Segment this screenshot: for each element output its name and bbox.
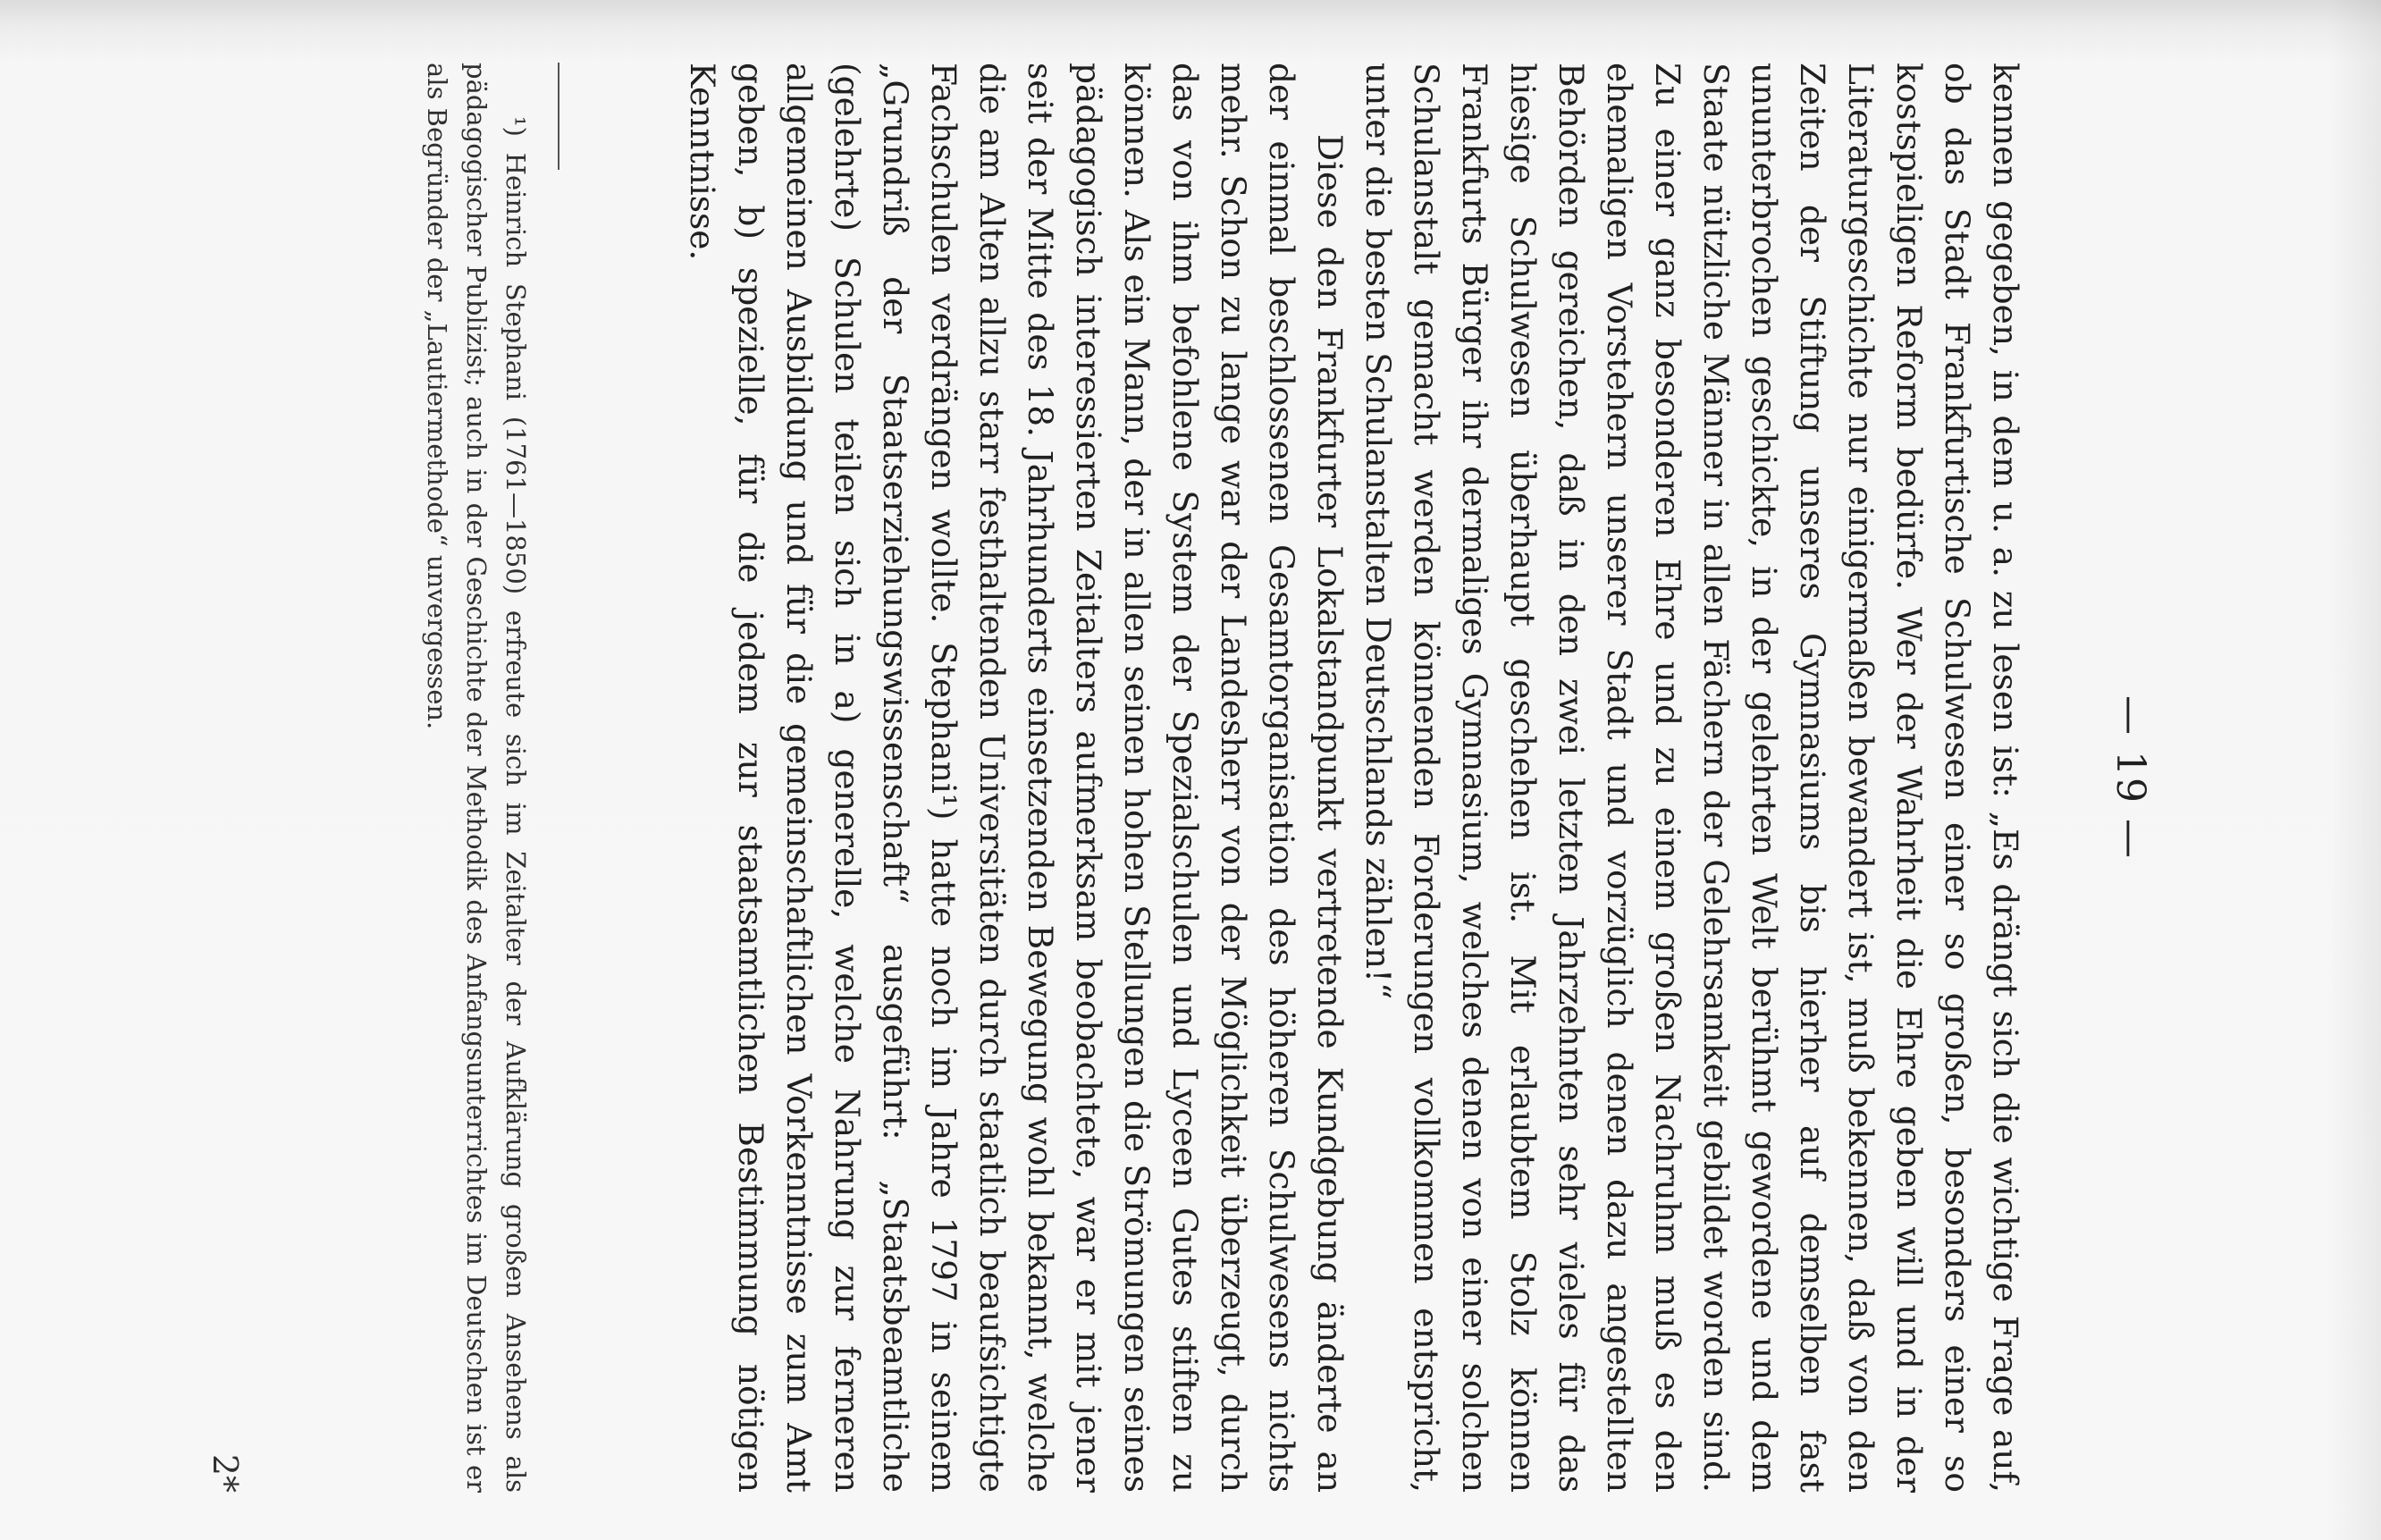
paragraph-2: Diese den Frankfurter Lokalstandpunkt vertretende Kundgebung änderte an der einmal beschlossenen Gesamtorganisation des höheren Schulwesens nichts mehr. Schon zu lange war der Landesherr von der Möglichkeit überzeugt, durch das von ihm befohlene System der Spezialschulen und Lyceen Gutes stiften zu können. Als ein Mann, der in allen seinen hohen Stellungen die Strömungen seines pädagogisch interessierten Zeitalters aufmerksam beobachtete, war er mit jener seit der Mitte des 18. Jahrhunderts einsetzenden Bewegung wohl bekannt, welche die am Alten allzu starr festhaltenden Universitäten durch staatlich beaufsichtigte Fachschulen verdrängen wollte. Stephani¹) hatte noch im Jahre 1797 in seinem „Grundriß der Staatserziehungswissenschaft“ ausgeführt: „Staatsbeamtliche (gelehrte) Schulen teilen sich in a) generelle, welche Nahrung zur ferneren allgemeinen Ausbildung und für die gemeinschaftlichen Vorkenntnisse zum Amt geben, b) spezielle, für die jedem zur staatsamtlichen Bestimmung nötigen Kenntnisse. [683,63,1350,1493]
body-text [678,63,2030,1493]
page-number: — 19 — [2108,695,2153,860]
footnote: ¹) Heinrich Stephani (1761—1850) erfreute sich im Zeitalter der Aufklärung großen Ansehens als pädagogischer Publizist; auch in der Geschichte der Methodik des Anfangsunterrichtes im Deutschen ist er als Begründer der „Lautiermethode“ unvergessen. [422,63,531,1493]
signature-mark: 2* [206,1453,245,1493]
paragraph-1: kennen gegeben, in dem u. a. zu lesen ist: „Es drängt sich die wichtige Frage auf, ob das Stadt Frankfurtische Schulwesen einer so großen, besonders einer so kostspieligen Reform bedürfe. Wer der Wahrheit die Ehre geben will und in der Literaturgeschichte nur einigermaßen bewandert ist, muß bekennen, daß von den Zeiten der Stiftung unseres Gymnasiums bis hierher auf demselben fast ununterbrochen geschickte, in der gelehrten Welt berühmt gewordene und dem Staate nützliche Männer in allen Fächern der Gelehrsamkeit gebildet worden sind. Zu einer ganz besonderen Ehre und zu einem großen Nachruhm muß es den ehemaligen Vorstehern unserer Stadt und vorzüglich denen dazu angestellten Behörden gereichen, daß in den zwei letzten Jahrzehnten sehr vieles für das hiesige Schulwesen überhaupt geschehen ist. Mit erlaubtem Stolz können Frankfurts Bürger ihr dermaliges Gymnasium, welches denen von einer solchen Schulanstalt gemacht werden könnenden Forderungen vollkommen entspricht, unter die besten Schulanstalten Deutschlands zählen!“ [1359,63,2025,1493]
footnote-rule [558,63,559,170]
book-page [171,63,2155,1493]
